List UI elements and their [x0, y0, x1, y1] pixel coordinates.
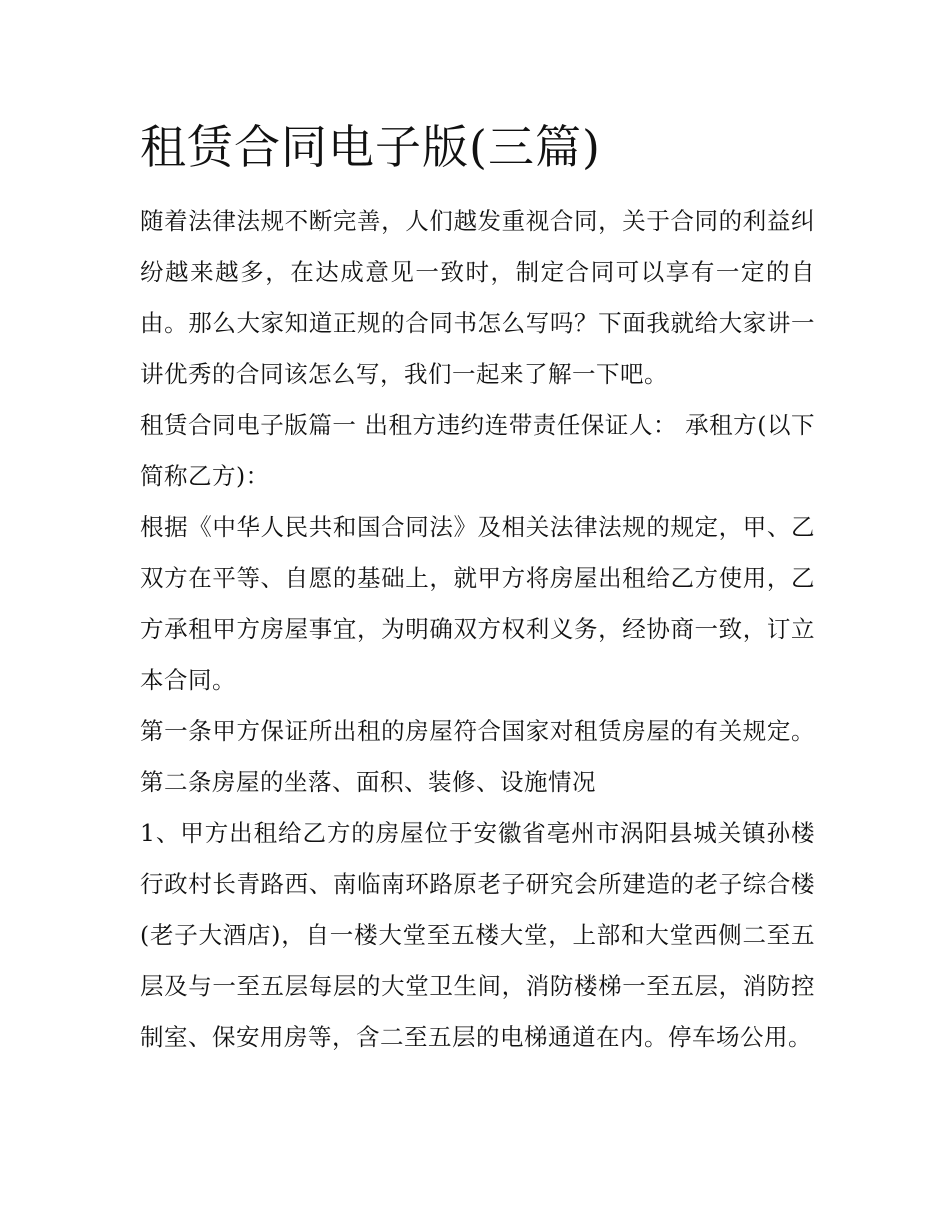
paragraph-property-location: 1、甲方出租给乙方的房屋位于安徽省亳州市涡阳县城关镇孙楼行政村长青路西、南临南环路原老子研究会所建造的老子综合楼(老子大酒店)，自一楼大堂至五楼大堂，上部和大堂西侧二至五层及与一至五层每层的大堂卫生间，消防楼梯一至五层，消防控制室、保安用房等，含二至五层的电梯通道在内。停车场公用。 [140, 819, 815, 1051]
paragraph-basis: 根据《中华人民共和国合同法》及相关法律法规的规定，甲、乙双方在平等、自愿的基础上，就甲方将房屋出租给乙方使用，乙方承租甲方房屋事宜，为明确双方权利义务，经协商一致，订立本合同。 [140, 513, 815, 694]
paragraph-parties: 租赁合同电子版篇一 出租方违约连带责任保证人： 承租方(以下简称乙方)： [140, 411, 815, 490]
document-title: 租赁合同电子版(三篇) [140, 120, 601, 174]
paragraph-intro: 随着法律法规不断完善，人们越发重视合同，关于合同的利益纠纷越来越多，在达成意见一致时，制定合同可以享有一定的自由。那么大家知道正规的合同书怎么写吗？下面我就给大家讲一讲优秀的合同该怎么写，我们一起来了解一下吧。 [140, 207, 815, 388]
paragraph-article-1-2: 第一条甲方保证所出租的房屋符合国家对租赁房屋的有关规定。 第二条房屋的坐落、面积、装修、设施情况 [140, 717, 815, 796]
document-page [140, 112, 815, 1063]
